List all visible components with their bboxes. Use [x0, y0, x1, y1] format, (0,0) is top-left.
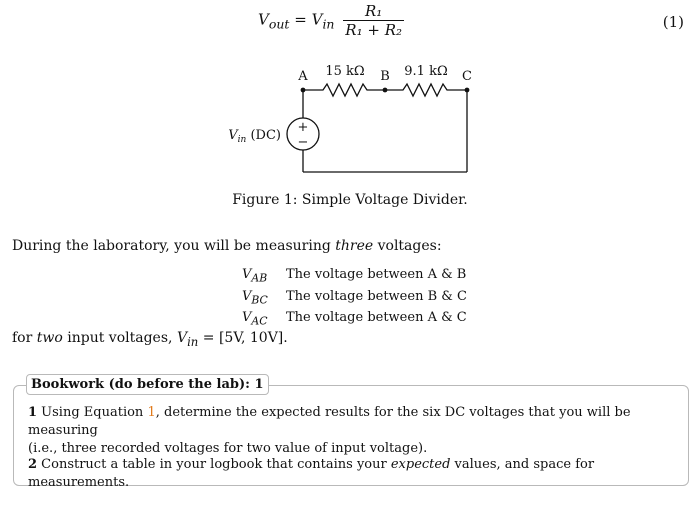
- symbol-v: V: [242, 288, 252, 304]
- voltage-definitions: [242, 266, 467, 331]
- vin-subscript: in: [322, 16, 335, 32]
- inputs-emphasis: two: [36, 330, 63, 346]
- task-2-emphasis: expected: [390, 457, 451, 472]
- node-c-dot: [465, 88, 470, 93]
- node-a-dot: [301, 88, 306, 93]
- node-b-label: B: [380, 69, 390, 84]
- source-label: [228, 128, 281, 145]
- source-plus-sign: +: [297, 120, 309, 135]
- task-1-text-c: (i.e., three recorded voltages for two value of input voltage).: [28, 441, 428, 456]
- inputs-after: = [5V, 10V].: [198, 330, 288, 346]
- source-minus-sign: −: [297, 135, 309, 150]
- fraction-denominator: R₁ + R₂: [345, 21, 402, 39]
- intro-before: During the laboratory, you will be measuring: [12, 238, 336, 254]
- intro-emphasis: three: [335, 238, 374, 254]
- node-b-dot: [383, 88, 388, 93]
- vin-symbol: V: [311, 10, 323, 29]
- voltage-desc-bc: The voltage between B & C: [286, 288, 467, 304]
- equation-number: (1): [662, 13, 684, 31]
- inputs-var: V: [176, 330, 188, 346]
- fraction-numerator: R₁: [343, 2, 404, 21]
- source-v: V: [228, 128, 238, 143]
- symbol-v: V: [242, 310, 252, 326]
- intro-paragraph: [12, 238, 442, 254]
- figure-caption: Figure 1: Simple Voltage Divider.: [232, 192, 468, 208]
- voltage-divider-circuit: [0, 0, 700, 190]
- voltage-row-bc: [242, 288, 467, 310]
- vout-subscript: out: [268, 16, 290, 32]
- symbol-sub: BC: [251, 293, 268, 307]
- bookwork-task-1: [28, 404, 678, 458]
- inputs-mid: input voltages,: [62, 330, 177, 346]
- resistor-r1: [303, 84, 385, 96]
- voltage-row-ab: [242, 266, 467, 288]
- task-2-number: 2: [28, 457, 38, 472]
- task-1-text-b: , determine the expected results for the six DC voltages that you will be measuring: [28, 405, 631, 438]
- source-subscript: in: [237, 135, 247, 145]
- voltage-symbol-ac: [242, 309, 286, 331]
- vout-symbol: V: [258, 10, 269, 29]
- r1-value-label: 15 kΩ: [325, 64, 365, 79]
- voltage-desc-ab: The voltage between A & B: [286, 267, 467, 282]
- task-2-text-a: Construct a table in your logbook that contains your: [37, 457, 391, 472]
- task-1-number: 1: [28, 405, 38, 420]
- r2-value-label: 9.1 kΩ: [404, 64, 448, 79]
- inputs-before: for: [12, 330, 37, 346]
- equation-reference-link[interactable]: 1: [147, 405, 156, 420]
- task-2-text-b: values, and space for measurements.: [28, 457, 595, 490]
- equals-sign: =: [294, 10, 307, 29]
- bookwork-task-2: [28, 456, 678, 492]
- inputs-var-sub: in: [187, 334, 199, 349]
- symbol-v: V: [242, 267, 252, 282]
- bookwork-title: Bookwork (do before the lab): 1: [26, 374, 269, 395]
- node-c-label: C: [462, 69, 472, 84]
- voltage-symbol-bc: [242, 288, 286, 310]
- input-voltages-line: [12, 330, 288, 349]
- voltage-row-ac: [242, 309, 467, 331]
- voltage-symbol-ab: [242, 266, 286, 288]
- intro-after: voltages:: [373, 238, 442, 254]
- voltage-desc-ac: The voltage between A & C: [286, 310, 467, 326]
- node-a-label: A: [298, 69, 308, 84]
- symbol-sub: AB: [251, 271, 268, 285]
- source-suffix: (DC): [246, 128, 281, 143]
- symbol-sub: AC: [251, 314, 268, 328]
- resistor-r2: [385, 84, 467, 96]
- task-1-text-a: Using Equation: [37, 405, 148, 420]
